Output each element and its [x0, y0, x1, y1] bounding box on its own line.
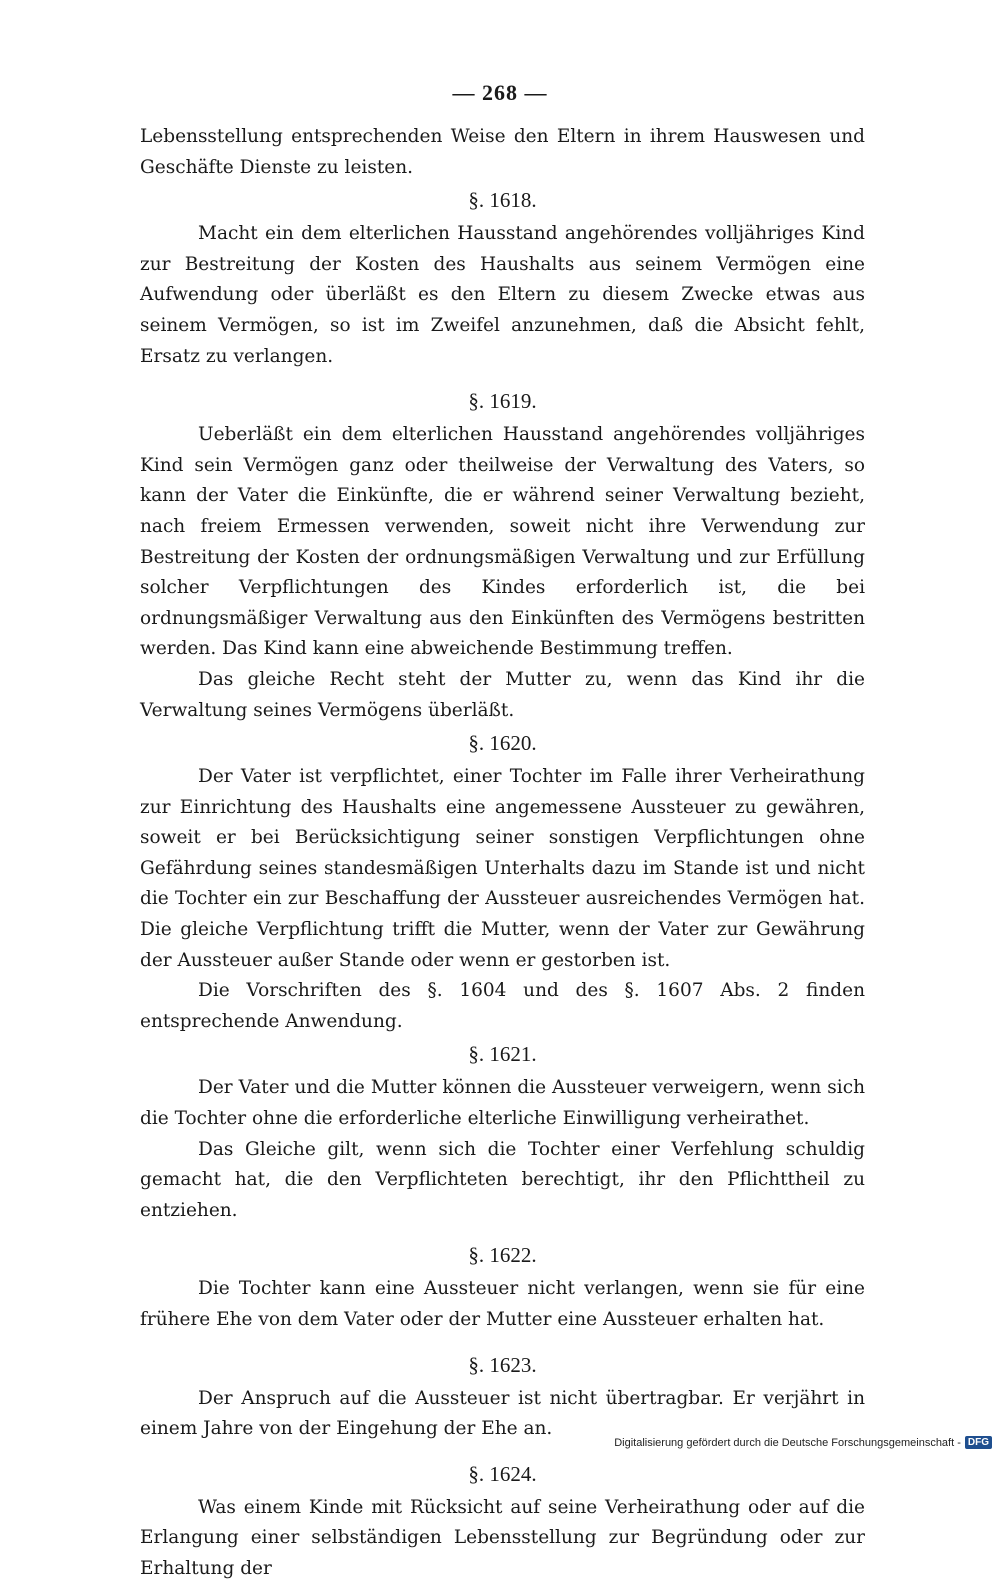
- section-heading-1620: §. 1620.: [468, 731, 537, 756]
- paragraph-1619-2: Das gleiche Recht steht der Mutter zu, wenn das Kind ihr die Verwaltung seines Vermögens überläßt.: [140, 668, 865, 721]
- paragraph-1621-1: Der Vater und die Mutter können die Aussteuer verweigern, wenn sich die Tochter ohne die erforderliche elterliche Einwilligung verheirathet.: [140, 1077, 865, 1130]
- section-heading-1622: §. 1622.: [468, 1243, 537, 1268]
- paragraph-1624-1: Was einem Kinde mit Rücksicht auf seine Verheirathung oder auf die Erlangung einer selbständigen Lebensstellung zur Begründung oder zur Erhaltung der: [140, 1496, 865, 1579]
- digitization-footer: [614, 1436, 992, 1449]
- paragraph-1620-1: Der Vater ist verpflichtet, einer Tochter im Falle ihrer Verheirathung zur Einrichtung des Haushalts eine angemessene Aussteuer zu gewähren, soweit er bei Berücksichtigung seiner sonstigen Verpflichtungen ohne Gefährdung seines standesmäßigen Unterhalts dazu im Stande ist und nicht die Tochter ein zur Beschaffung der Aussteuer ausreichendes Vermögen hat. Die gleiche Verpflichtung trifft die Mutter, wenn der Vater zur Gewährung der Aussteuer außer Stande oder wenn er gestorben ist.: [140, 766, 865, 971]
- paragraph-1619-1: Ueberläßt ein dem elterlichen Hausstand angehörendes volljähriges Kind sein Vermögen ganz oder theilweise der Verwaltung des Vaters, so kann der Vater die Einkünfte, die er während seiner Verwaltung bezieht, nach freiem Ermessen verwenden, soweit nicht ihre Verwendung zur Bestreitung der Kosten der ordnungsmäßigen Verwaltung und zur Erfüllung solcher Verpflichtungen des Kindes erforderlich ist, die bei ordnungsmäßiger Verwaltung aus den Einkünften des Vermögens bestritten werden. Das Kind kann eine abweichende Bestimmung treffen.: [140, 424, 865, 660]
- page-number: — 268 —: [452, 80, 548, 105]
- section-heading-1619: §. 1619.: [468, 389, 537, 414]
- section-heading-1621: §. 1621.: [468, 1042, 537, 1067]
- section-heading-1624: §. 1624.: [468, 1461, 537, 1486]
- paragraph-1622-1: Die Tochter kann eine Aussteuer nicht verlangen, wenn sie für eine frühere Ehe von dem Vater oder der Mutter eine Aussteuer erhalten hat.: [140, 1278, 865, 1330]
- paragraph-1621-2: Das Gleiche gilt, wenn sich die Tochter einer Verfehlung schuldig gemacht hat, die den Verpflichteten berechtigt, ihr den Pflichttheil zu entziehen.: [140, 1138, 865, 1221]
- intro-fragment: Lebensstellung entsprechenden Weise den Eltern in ihrem Hauswesen und Geschäfte Dienste zu leisten.: [140, 126, 865, 178]
- paragraph-1618-1: Macht ein dem elterlichen Hausstand angehörendes volljähriges Kind zur Bestreitung der Kosten des Haushalts aus seinem Vermögen eine Aufwendung oder überläßt es den Eltern zu diesem Zwecke etwas aus seinem Vermögen, so ist im Zweifel anzunehmen, daß die Absicht fehlt, Ersatz zu verlangen.: [140, 223, 865, 367]
- paragraph-1620-2: Die Vorschriften des §. 1604 und des §. 1607 Abs. 2 finden entsprechende Anwendung.: [140, 980, 865, 1032]
- section-heading-1623: §. 1623.: [468, 1352, 537, 1377]
- section-heading-1618: §. 1618.: [468, 188, 537, 213]
- footer-text: Digitalisierung gefördert durch die Deutsche Forschungsgemeinschaft -: [614, 1436, 961, 1449]
- body-text: [140, 122, 865, 1585]
- dfg-logo-icon: DFG: [965, 1436, 992, 1449]
- paragraph-1623-1: Der Anspruch auf die Aussteuer ist nicht übertragbar. Er verjährt in einem Jahre von der Eingehung der Ehe an.: [140, 1387, 865, 1440]
